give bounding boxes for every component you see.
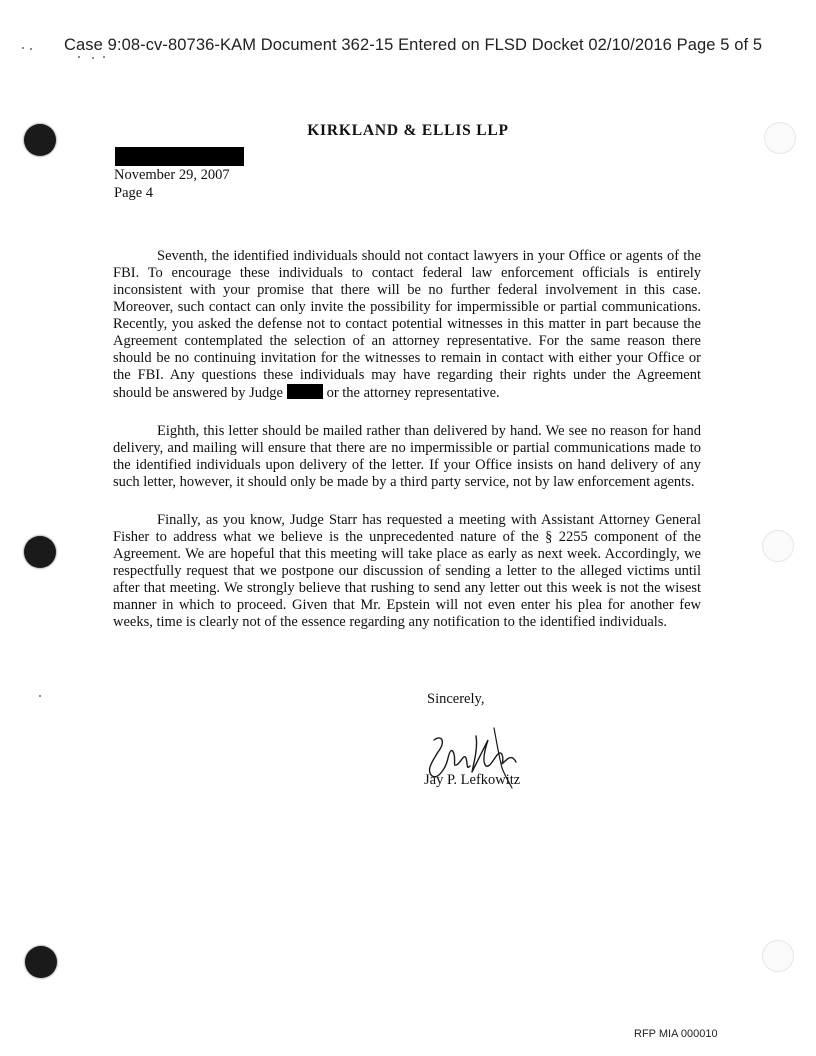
punch-hole	[25, 946, 57, 978]
punch-hole-shadow	[762, 530, 794, 562]
paragraph-seventh	[113, 248, 701, 402]
scan-speck	[39, 695, 41, 697]
signer-name: Jay P. Lefkowitz	[424, 772, 521, 788]
punch-hole	[24, 536, 56, 568]
scan-speck	[92, 57, 94, 59]
scan-speck	[22, 47, 24, 49]
closing-salutation: Sincerely,	[427, 691, 485, 707]
letter-page-number: Page 4	[114, 185, 154, 201]
letter-body	[113, 248, 701, 652]
redaction-block	[287, 384, 323, 399]
scan-speck	[78, 56, 80, 58]
paragraph-seventh-tail: or the attorney representative.	[326, 385, 500, 401]
scan-speck	[30, 48, 32, 50]
letter-date: November 29, 2007	[114, 167, 230, 183]
paragraph-eighth: Eighth, this letter should be mailed rather than delivered by hand. We see no reason for hand delivery, and mailing will ensure that there are no impermissible or partial communications made to the identified individuals upon delivery of the letter. If your Office insists on hand delivery of any such letter, however, it should only be made by a third party service, not by law enforcement agents.	[113, 423, 701, 490]
punch-hole-shadow	[762, 940, 794, 972]
redaction-block	[115, 147, 244, 166]
scan-speck	[103, 56, 105, 58]
firm-letterhead: KIRKLAND & ELLIS LLP	[307, 122, 509, 139]
paragraph-seventh-text: Seventh, the identified individuals should not contact lawyers in your Office or agents of the FBI. To encourage these individuals to contact federal law enforcement officials is entirely inconsistent with your promise that there will be no further federal involvement in this case. Moreover, such contact can only invite the possibility for impermissible or partial communications. Recently, you asked the defense not to contact potential witnesses in this matter in part because the Agreement contemplated the selection of an attorney representative. For the same reason there should be no continuing invitation for the witnesses to remain in contact with either your Office or the FBI. Any questions these individuals may have regarding their rights under the Agreement should be answered by Judge	[113, 248, 701, 401]
paragraph-finally: Finally, as you know, Judge Starr has requested a meeting with Assistant Attorney General Fisher to address what we believe is the unprecedented nature of the § 2255 component of the Agreement. We are hopeful that this meeting will take place as early as next week. Accordingly, we respectfully request that we postpone our discussion of sending a letter to the alleged victims until after that meeting. We strongly believe that rushing to send any letter out this week is not the wisest manner in which to proceed. Given that Mr. Epstein will not even enter his plea for another few weeks, time is clearly not of the essence regarding any notification to the identified individuals.	[113, 512, 701, 630]
court-filing-header: Case 9:08-cv-80736-KAM Document 362-15 Entered on FLSD Docket 02/10/2016 Page 5 of 5	[64, 36, 763, 54]
bates-number: RFP MIA 000010	[634, 1028, 718, 1040]
